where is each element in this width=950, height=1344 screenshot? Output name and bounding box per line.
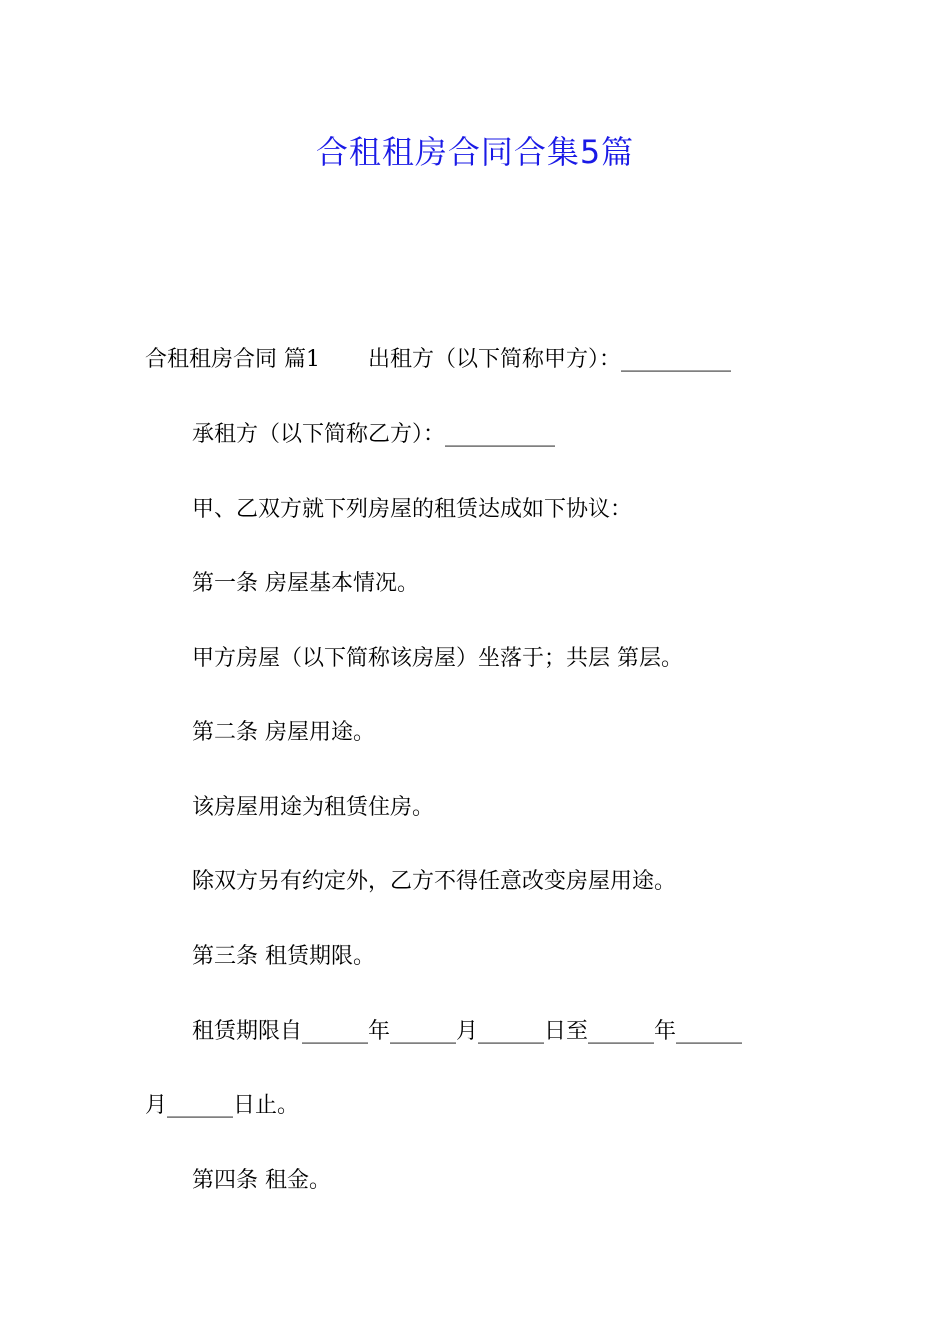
article-2-text: 该房屋用途为租赁住房。 <box>192 795 435 820</box>
article-4-heading: 第四条 租金。 <box>192 1168 331 1193</box>
section-heading: 合租租房合同 篇1 <box>145 347 320 372</box>
article-2-text-2: 除双方另有约定外，乙方不得任意改变房屋用途。 <box>192 869 677 894</box>
paragraph-first-line <box>145 345 731 375</box>
article-3-text-continued: 月______日止。 <box>145 1093 300 1118</box>
article-3-heading: 第三条 租赁期限。 <box>192 944 375 969</box>
article-3-text: 租赁期限自______年______月______日至______年______ <box>192 1019 743 1044</box>
article-2-heading: 第二条 房屋用途。 <box>192 720 375 745</box>
lessee-line: 承租方（以下简称乙方）：__________ <box>192 422 556 447</box>
lessor-line: 出租方（以下简称甲方）：__________ <box>368 347 732 372</box>
article-1-heading: 第一条 房屋基本情况。 <box>192 571 419 596</box>
agreement-intro: 甲、乙双方就下列房屋的租赁达成如下协议： <box>192 497 633 522</box>
article-1-text: 甲方房屋（以下简称该房屋）坐落于；共层 第层。 <box>192 646 683 671</box>
document-title: 合租租房合同合集5篇 <box>315 133 635 171</box>
